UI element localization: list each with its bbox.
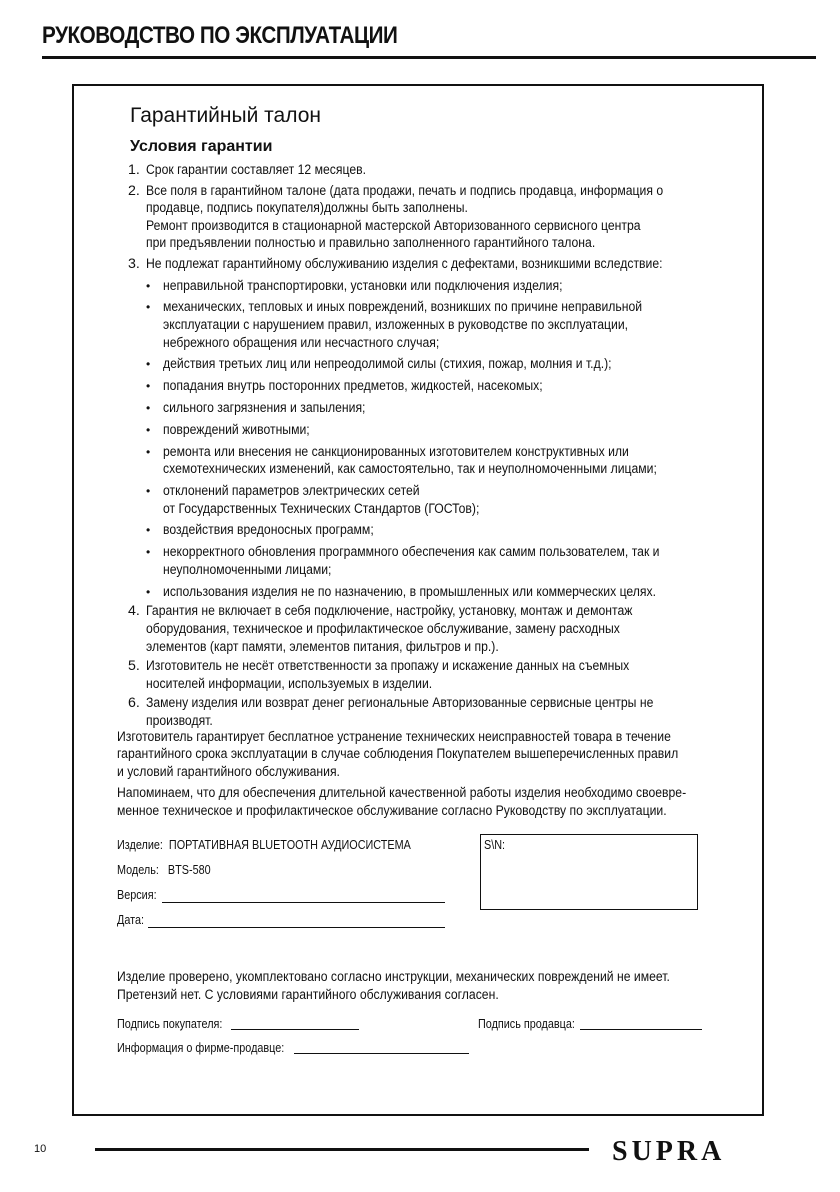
paragraph-line: Изготовитель гарантирует бесплатное устранение технических неисправностей товара в течение: [117, 728, 671, 745]
list-item-text: Ремонт производится в стационарной мастерской Авторизованного сервисного центра: [146, 217, 641, 234]
paragraph-line: гарантийного срока эксплуатации в случае соблюдения Покупателем вышеперечисленных правил: [117, 746, 679, 763]
bullet-item-text: эксплуатации с нарушением правил, изложенных в руководстве по эксплуатации,: [163, 317, 629, 333]
paragraph-line: менное техническое и профилактическое обслуживание согласно Руководству по эксплуатации.: [117, 803, 667, 819]
list-number: 4.: [128, 603, 140, 620]
bullet-icon: •: [146, 523, 151, 538]
list-item-text: Изготовитель не несёт ответственности за пропажу и искажение данных на съемных: [146, 658, 630, 675]
bullet-item-text: повреждений животными;: [163, 421, 310, 438]
seller-signature-line[interactable]: [580, 1029, 702, 1030]
list-item-text: носителей информации, используемых в изделии.: [146, 675, 433, 692]
bullet-icon: •: [146, 278, 151, 293]
bullet-icon: •: [146, 357, 151, 372]
header-rule: [42, 56, 816, 59]
list-item-text: Гарантия не включает в себя подключение, настройку, установку, монтаж и демонтаж: [146, 603, 633, 620]
list-item-text: продавце, подпись покупателя)должны быть заполнены.: [146, 200, 468, 217]
bullet-item-text: использования изделия не по назначению, в промышленных или коммерческих целях.: [163, 583, 657, 600]
bullet-icon: •: [146, 379, 151, 394]
bullet-icon: •: [146, 444, 151, 459]
list-number: 3.: [128, 256, 140, 272]
confirm-line-1: Изделие проверено, укомплектовано согласно инструкции, механических повреждений не имеет.: [117, 969, 670, 985]
page-number: 10: [34, 1143, 47, 1155]
model-value: BTS-580: [167, 863, 211, 877]
version-label: Версия:: [117, 888, 157, 902]
page-header-title: РУКОВОДСТВО ПО ЭКСПЛУАТАЦИИ: [42, 22, 398, 49]
product-label: Изделие: ПОРТАТИВНАЯ BLUETOOTH АУДИОСИСТЕМА: [117, 838, 411, 852]
bullet-icon: •: [146, 300, 151, 315]
list-item-text: производят.: [146, 713, 213, 729]
bullet-item-text: попадания внутрь посторонних предметов, жидкостей, насекомых;: [163, 378, 543, 395]
serial-number-label: S\N:: [484, 838, 506, 852]
list-number: 1.: [128, 162, 140, 178]
bullet-item-text: некорректного обновления программного обеспечения как самим пользователем, так и: [163, 544, 660, 561]
footer-rule: [95, 1148, 589, 1151]
bullet-icon: •: [146, 401, 151, 415]
bullet-icon: •: [146, 584, 151, 599]
list-number: 5.: [128, 658, 140, 675]
bullet-item-text: воздействия вредоносных программ;: [163, 522, 374, 539]
serial-number-box[interactable]: [480, 834, 698, 910]
bullet-icon: •: [146, 422, 151, 437]
bullet-icon: •: [146, 484, 151, 498]
list-item-text: при предъявлении полностью и правильно заполненного гарантийного талона.: [146, 235, 596, 252]
bullet-item-text: небрежного обращения или несчастного случая;: [163, 334, 440, 351]
list-item-text: Не подлежат гарантийному обслуживанию изделия с дефектами, возникшими вследствие:: [146, 256, 663, 272]
date-field-line[interactable]: [148, 927, 445, 928]
buyer-signature-label: Подпись покупателя:: [117, 1017, 223, 1031]
brand-logo: SUPRA: [612, 1136, 726, 1167]
bullet-item-text: от Государственных Технических Стандартов (ГОСТов);: [163, 500, 480, 517]
list-item-text: Замену изделия или возврат денег региональные Авторизованные сервисные центры не: [146, 695, 654, 712]
list-item-text: оборудования, техническое и профилактическое обслуживание, замену расходных: [146, 621, 620, 637]
seller-info-label: Информация о фирме-продавце:: [117, 1041, 285, 1055]
doc-subtitle: Условия гарантии: [130, 138, 273, 155]
bullet-item-text: неуполномоченными лицами;: [163, 561, 332, 578]
product-value: ПОРТАТИВНАЯ BLUETOOTH АУДИОСИСТЕМА: [168, 838, 411, 852]
model-label: Модель: BTS-580: [117, 863, 211, 877]
list-item-text: Все поля в гарантийном талоне (дата продажи, печать и подпись продавца, информация о: [146, 182, 664, 199]
seller-signature-label: Подпись продавца:: [478, 1017, 575, 1031]
paragraph-line: Напоминаем, что для обеспечения длительной качественной работы изделия необходимо своевре-: [117, 785, 687, 802]
list-item-text: Срок гарантии составляет 12 месяцев.: [146, 162, 366, 178]
seller-info-line[interactable]: [294, 1053, 469, 1054]
buyer-signature-line[interactable]: [231, 1029, 359, 1030]
date-label: Дата:: [117, 913, 144, 927]
bullet-item-text: неправильной транспортировки, установки или подключения изделия;: [163, 277, 563, 294]
bullet-item-text: механических, тепловых и иных повреждений, возникших по причине неправильной: [163, 299, 643, 316]
bullet-item-text: сильного загрязнения и запыления;: [163, 400, 366, 416]
bullet-item-text: действия третьих лиц или непреодолимой силы (стихия, пожар, молния и т.д.);: [163, 356, 612, 373]
bullet-item-text: ремонта или внесения не санкционированных изготовителем конструктивных или: [163, 443, 629, 460]
list-item-text: элементов (карт памяти, элементов питания, фильтров и пр.).: [146, 638, 499, 655]
bullet-item-text: схемотехнических изменений, как самостоятельно, так и неуполномоченными лицами;: [163, 461, 657, 478]
list-number: 2.: [128, 182, 140, 199]
paragraph-line: и условий гарантийного обслуживания.: [117, 763, 340, 780]
bullet-item-text: отклонений параметров электрических сетей: [163, 483, 420, 499]
doc-title: Гарантийный талон: [130, 104, 321, 127]
confirm-line-2: Претензий нет. С условиями гарантийного обслуживания согласен.: [117, 987, 499, 1003]
bullet-icon: •: [146, 545, 151, 560]
version-field-line[interactable]: [162, 902, 445, 903]
list-number: 6.: [128, 695, 140, 712]
